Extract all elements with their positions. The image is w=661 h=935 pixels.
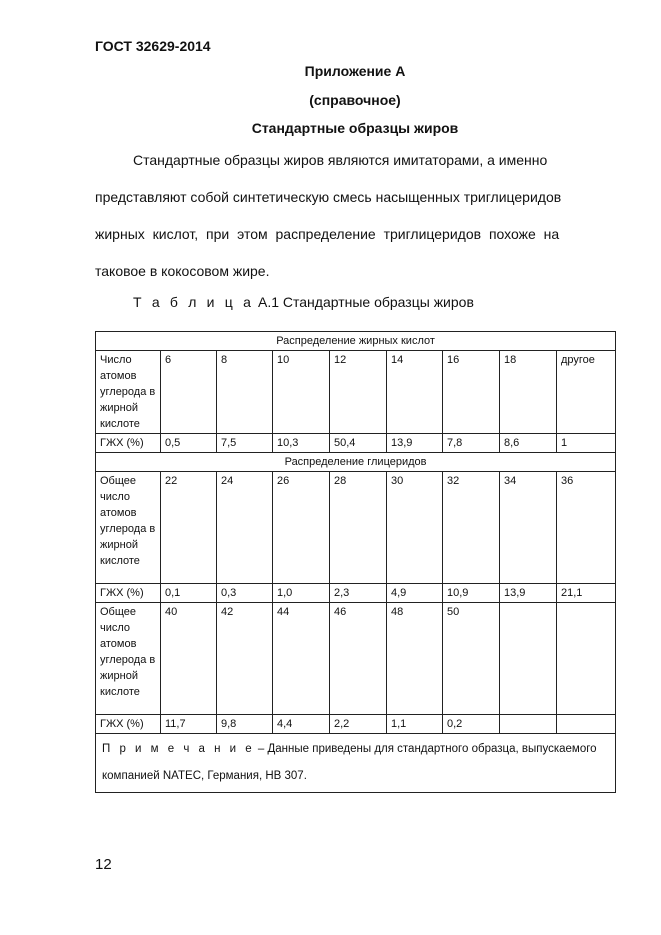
table-cell: 8: [217, 351, 273, 434]
table-cell: 4,9: [387, 584, 443, 603]
document-code: ГОСТ 32629-2014: [95, 38, 211, 54]
table-cell: 34: [500, 472, 557, 584]
table-cell: 21,1: [557, 584, 616, 603]
table-cell: 7,5: [217, 434, 273, 453]
appendix-subtitle: Стандартные образцы жиров: [251, 120, 459, 136]
table-cell: 14: [387, 351, 443, 434]
table-cell: 46: [330, 603, 387, 715]
table-cell: 0,1: [161, 584, 217, 603]
table-note: [96, 734, 616, 793]
table-cell: 0,3: [217, 584, 273, 603]
note-text: – Данные приведены для стандартного образца, выпускаемого компанией NATEC, Германия, HB 307.: [102, 743, 597, 782]
glycerides-header: Распределение глицеридов: [96, 453, 616, 472]
table-cell: 4,4: [273, 715, 330, 734]
gzh-label: ГЖХ (%): [96, 434, 161, 453]
table-cell: 12: [330, 351, 387, 434]
table-cell: [557, 603, 616, 715]
table-cell: 50,4: [330, 434, 387, 453]
table-cell: 10,9: [443, 584, 500, 603]
table-cell: 44: [273, 603, 330, 715]
paragraph-line: жирных кислот, при этом распределение триглицеридов похоже на: [95, 226, 560, 242]
intro-paragraph: [95, 142, 613, 290]
paragraph-line: Стандартные образцы жиров являются имитаторами, а именно: [133, 152, 548, 168]
paragraph-line: таковое в кокосовом жире.: [95, 263, 270, 279]
table-cell: 7,8: [443, 434, 500, 453]
table-caption: [133, 294, 474, 310]
table-caption-prefix: Т а б л и ц а: [133, 294, 255, 310]
table-cell: 50: [443, 603, 500, 715]
table-cell: 1,0: [273, 584, 330, 603]
table-cell: 6: [161, 351, 217, 434]
table-cell: 11,7: [161, 715, 217, 734]
note-prefix: П р и м е ч а н и е: [102, 743, 255, 755]
appendix-title: Приложение А: [304, 63, 406, 79]
table-cell: 1,1: [387, 715, 443, 734]
table-cell: 10: [273, 351, 330, 434]
table-cell: 9,8: [217, 715, 273, 734]
appendix-status: (справочное): [309, 92, 401, 108]
table-cell: 13,9: [500, 584, 557, 603]
table-cell: 8,6: [500, 434, 557, 453]
table-caption-text: А.1 Стандартные образцы жиров: [254, 294, 474, 310]
table-cell: 1: [557, 434, 616, 453]
table-cell: 28: [330, 472, 387, 584]
page-number: 12: [95, 856, 112, 873]
table-cell: 48: [387, 603, 443, 715]
table-cell: 26: [273, 472, 330, 584]
gzh-label: ГЖХ (%): [96, 584, 161, 603]
table-cell: другое: [557, 351, 616, 434]
table-cell: 2,3: [330, 584, 387, 603]
carbon-count-label: Число атомов углерода в жирной кислоте: [96, 351, 161, 434]
paragraph-line: представляют собой синтетическую смесь насыщенных триглицеридов: [95, 189, 562, 205]
table-cell: [500, 603, 557, 715]
table-cell: 16: [443, 351, 500, 434]
table-cell: 0,5: [161, 434, 217, 453]
table-cell: 36: [557, 472, 616, 584]
table-cell: 2,2: [330, 715, 387, 734]
table-cell: 24: [217, 472, 273, 584]
table-cell: 10,3: [273, 434, 330, 453]
fat-samples-table: [95, 331, 616, 793]
table-cell: 30: [387, 472, 443, 584]
table-cell: 18: [500, 351, 557, 434]
table-cell: 42: [217, 603, 273, 715]
table-cell: 0,2: [443, 715, 500, 734]
fatty-acids-header: Распределение жирных кислот: [96, 332, 616, 351]
table-cell: [557, 715, 616, 734]
table-cell: [500, 715, 557, 734]
table-cell: 40: [161, 603, 217, 715]
table-cell: 22: [161, 472, 217, 584]
gzh-label: ГЖХ (%): [96, 715, 161, 734]
total-carbon-label: Общее число атомов углерода в жирной кислоте: [96, 603, 161, 715]
table-cell: 32: [443, 472, 500, 584]
table-cell: 13,9: [387, 434, 443, 453]
total-carbon-label: Общее число атомов углерода в жирной кислоте: [96, 472, 161, 584]
